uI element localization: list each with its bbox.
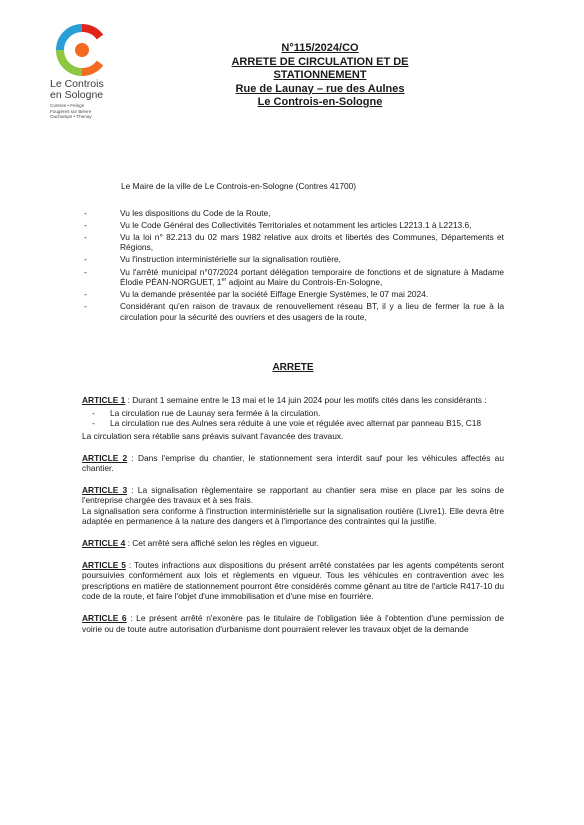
considerant-item <box>82 267 504 288</box>
logo-towns-line2: Fougères sur Bièvre <box>50 108 92 114</box>
article-3 <box>82 485 504 527</box>
article-1-list <box>82 408 504 429</box>
article-6 <box>82 613 504 634</box>
article-1 <box>82 395 504 441</box>
logo-name-line2: en Sologne <box>50 89 104 101</box>
considerants-list <box>82 208 504 323</box>
list-item: - La circulation rue des Aulnes sera réduite à une voie et régulée avec alternat par panneau B15, C18 <box>82 418 504 429</box>
superscript: er <box>221 277 227 284</box>
article-label: ARTICLE 1 <box>82 395 126 406</box>
considerant-text: adjoint au Maire du Controis-En-Sologne, <box>226 277 383 288</box>
decree-title-line1: ARRETE DE CIRCULATION ET DE <box>231 55 409 68</box>
article-text: : Durant 1 semaine entre le 13 mai et le 14 juin 2024 pour les motifs cités dans les considérants : <box>125 395 487 406</box>
article-text: La signalisation sera conforme à l'instruction interministérielle sur la signalisation routière (Livre1). Elle devra être adaptée en permanence à la nature des dangers et à l'importance des contraintes qui la justifie. <box>82 505 504 527</box>
list-item: - La circulation rue de Launay sera fermée à la circulation. <box>82 408 504 419</box>
considerant-item: - Vu la loi n° 82.213 du 02 mars 1982 relative aux droits et libertés des Communes, Départements et Régions, <box>82 232 504 253</box>
article-text: : Le présent arrêté n'exonère pas le titulaire de l'obligation liée à l'obtention d'une permission de voirie ou de toute autre autorisation d'urbanisme dont pourraient relever les travaux objet de la demande <box>82 613 505 634</box>
logo-towns-line3: Ouchamps • Thenay <box>50 114 92 120</box>
decree-city: Le Controis-en-Sologne <box>257 96 383 108</box>
considerant-item: - Vu l'instruction interministérielle sur la signalisation routière, <box>82 254 504 265</box>
article-text: La circulation sera rétablie sans préavis suivant l'avancée des travaux. <box>82 430 344 441</box>
considerant-text: Vu l'arrêté municipal n°07/2024 portant délégation temporaire de fonctions et de signature à Madame Élodie PÉAN-NORGUET, 1 <box>120 266 504 288</box>
intro-text: Le Maire de la ville de Le Controis-en-Sologne (Contres 41700) <box>121 181 357 191</box>
article-label: ARTICLE 4 <box>82 538 126 549</box>
decree-number: N°115/2024/CO <box>281 42 359 54</box>
municipality-logo <box>50 24 122 120</box>
article-label: ARTICLE 5 <box>82 559 126 570</box>
article-text: : Cet arrêté sera affiché selon les règles en vigueur. <box>125 538 319 549</box>
decree-street: Rue de Launay – rue des Aulnes <box>235 82 405 95</box>
article-text: : Toutes infractions aux dispositions du présent arrêté constatées par les agents compétents seront poursuivies conformément aux lois et règlements en vigueur. Tous les véhicules en contravention avec les prescriptions en matière de stationnement pourront être considérés comme gênant au titre de l'article R417-10 du code de la route, et faire l'objet d'une immobilisation et d'une mise en fourrière. <box>82 559 504 602</box>
article-5 <box>82 560 504 602</box>
document-body <box>82 181 504 645</box>
article-label: ARTICLE 6 <box>82 613 127 624</box>
controis-logo-icon <box>56 24 108 76</box>
article-label: ARTICLE 3 <box>82 484 128 495</box>
logo-towns-line1: Contres • Feings <box>50 103 85 108</box>
logo-name-line1: Le Controis <box>50 78 104 90</box>
considerant-item: - Considérant qu'en raison de travaux de renouvellement réseau BT, il y a lieu de fermer la rue à la circulation pour la sécurité des ouvriers et des usagers de la route, <box>82 301 504 322</box>
article-text: : La signalisation règlementaire se rapportant au chantier sera mise en place par les soins de l'entreprise chargée des travaux et à ses frais. <box>82 484 504 506</box>
logo-name <box>50 79 122 101</box>
arrete-heading: ARRETE <box>272 361 314 373</box>
considerant-item: - Vu les dispositions du Code de la Route, <box>82 208 504 219</box>
considerant-item: - Vu la demande présentée par la société Eiffage Energie Systèmes, le 07 mai 2024. <box>82 289 504 300</box>
article-text: : Dans l'emprise du chantier, le stationnement sera interdit sauf pour les véhicules affectés au chantier. <box>82 452 505 474</box>
article-2 <box>82 453 504 474</box>
document-header <box>150 42 490 110</box>
article-label: ARTICLE 2 <box>82 452 128 463</box>
considerant-item: - Vu le Code Général des Collectivités Territoriales et notamment les articles L2213.1 à L2213.6, <box>82 220 504 231</box>
decree-title-line2: STATIONNEMENT <box>273 69 367 81</box>
logo-towns <box>50 103 122 120</box>
article-4 <box>82 538 504 549</box>
